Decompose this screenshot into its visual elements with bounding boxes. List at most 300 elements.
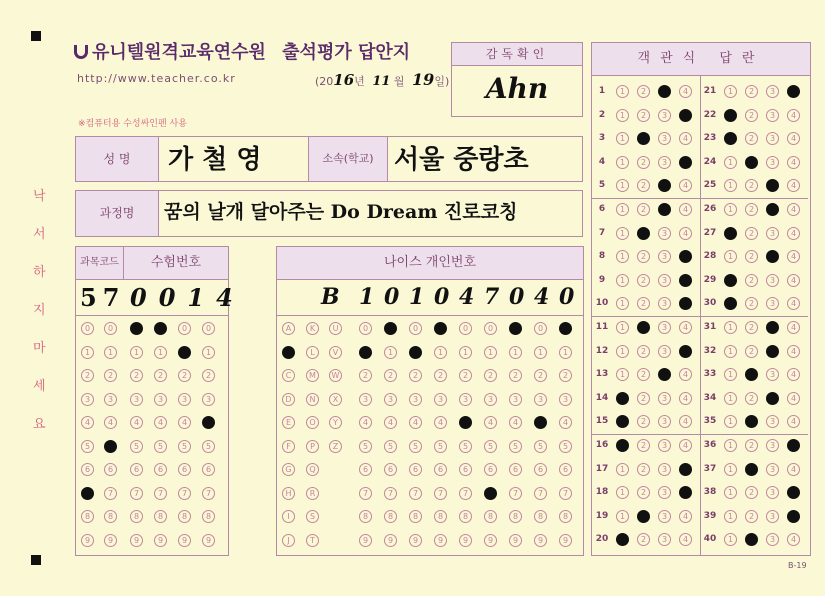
neis-digit-bubble[interactable]: 7 [459,487,472,500]
answer-bubble[interactable]: 2 [745,156,758,169]
neis-digit-bubble[interactable]: 1 [384,346,397,359]
answer-bubble[interactable]: 1 [616,85,629,98]
neis-digit-bubble[interactable]: 2 [409,369,422,382]
answer-bubble[interactable]: 1 [724,439,737,452]
answer-bubble[interactable]: 1 [616,321,629,334]
exam-digit-bubble[interactable]: 0 [154,322,167,335]
neis-letter-bubble[interactable]: K [306,322,319,335]
answer-bubble[interactable]: 1 [724,392,737,405]
answer-bubble[interactable]: 4 [787,463,800,476]
answer-bubble[interactable]: 3 [766,227,779,240]
exam-digit-bubble[interactable]: 9 [130,534,143,547]
answer-bubble[interactable]: 4 [679,392,692,405]
exam-digit-bubble[interactable]: 7 [154,487,167,500]
exam-digit-bubble[interactable]: 6 [104,463,117,476]
exam-digit-bubble[interactable]: 1 [154,346,167,359]
answer-bubble[interactable]: 4 [679,321,692,334]
answer-bubble[interactable]: 1 [724,486,737,499]
neis-letter-bubble[interactable]: I [282,510,295,523]
answer-bubble[interactable]: 2 [745,321,758,334]
answer-bubble[interactable]: 3 [766,486,779,499]
neis-digit-bubble[interactable]: 5 [359,440,372,453]
answer-bubble[interactable]: 3 [766,132,779,145]
neis-letter-bubble[interactable]: W [329,369,342,382]
exam-digit-bubble[interactable]: 7 [178,487,191,500]
answer-bubble[interactable]: 4 [679,345,692,358]
exam-digit-bubble[interactable]: 6 [130,463,143,476]
answer-bubble[interactable]: 2 [745,510,758,523]
exam-digit-bubble[interactable]: 0 [81,322,94,335]
neis-digit-bubble[interactable]: 8 [384,510,397,523]
answer-bubble[interactable]: 3 [658,463,671,476]
answer-bubble[interactable]: 4 [679,227,692,240]
answer-bubble[interactable]: 1 [616,274,629,287]
neis-digit-bubble[interactable]: 5 [559,440,572,453]
answer-bubble[interactable]: 2 [637,297,650,310]
answer-bubble[interactable]: 4 [679,510,692,523]
neis-digit-bubble[interactable]: 5 [409,440,422,453]
answer-bubble[interactable]: 2 [637,179,650,192]
neis-letter-bubble[interactable]: L [306,346,319,359]
answer-bubble[interactable]: 1 [616,345,629,358]
neis-digit-bubble[interactable]: 4 [509,416,522,429]
answer-bubble[interactable]: 3 [658,109,671,122]
exam-digit-bubble[interactable]: 0 [178,322,191,335]
answer-bubble[interactable]: 1 [616,368,629,381]
answer-bubble[interactable]: 2 [637,368,650,381]
answer-bubble[interactable]: 4 [787,203,800,216]
answer-bubble[interactable]: 1 [724,132,737,145]
answer-bubble[interactable]: 4 [787,179,800,192]
exam-digit-bubble[interactable]: 2 [202,369,215,382]
answer-bubble[interactable]: 3 [658,533,671,546]
neis-digit-bubble[interactable]: 4 [534,416,547,429]
neis-digit-bubble[interactable]: 5 [484,440,497,453]
exam-digit-bubble[interactable]: 1 [130,346,143,359]
neis-digit-bubble[interactable]: 2 [384,369,397,382]
exam-digit-bubble[interactable]: 8 [178,510,191,523]
answer-bubble[interactable]: 1 [616,439,629,452]
answer-bubble[interactable]: 3 [658,274,671,287]
answer-bubble[interactable]: 4 [679,463,692,476]
answer-bubble[interactable]: 1 [724,345,737,358]
neis-digit-bubble[interactable]: 2 [459,369,472,382]
neis-letter-bubble[interactable]: X [329,393,342,406]
answer-bubble[interactable]: 1 [616,109,629,122]
neis-digit-bubble[interactable]: 3 [359,393,372,406]
exam-digit-bubble[interactable]: 7 [130,487,143,500]
neis-digit-bubble[interactable]: 5 [459,440,472,453]
exam-digit-bubble[interactable]: 5 [81,440,94,453]
neis-letter-bubble[interactable]: E [282,416,295,429]
answer-bubble[interactable]: 3 [658,227,671,240]
answer-bubble[interactable]: 4 [787,156,800,169]
exam-digit-bubble[interactable]: 6 [178,463,191,476]
answer-bubble[interactable]: 3 [658,321,671,334]
answer-bubble[interactable]: 3 [658,439,671,452]
neis-letter-bubble[interactable]: O [306,416,319,429]
neis-digit-bubble[interactable]: 7 [359,487,372,500]
neis-digit-bubble[interactable]: 4 [559,416,572,429]
answer-bubble[interactable]: 3 [766,179,779,192]
neis-digit-bubble[interactable]: 9 [359,534,372,547]
answer-bubble[interactable]: 2 [637,392,650,405]
answer-bubble[interactable]: 2 [637,227,650,240]
answer-bubble[interactable]: 4 [787,85,800,98]
answer-bubble[interactable]: 4 [787,274,800,287]
neis-digit-bubble[interactable]: 5 [434,440,447,453]
answer-bubble[interactable]: 3 [766,439,779,452]
answer-bubble[interactable]: 4 [679,179,692,192]
exam-digit-bubble[interactable]: 0 [130,322,143,335]
answer-bubble[interactable]: 3 [766,274,779,287]
exam-digit-bubble[interactable]: 7 [81,487,94,500]
neis-digit-bubble[interactable]: 0 [384,322,397,335]
neis-digit-bubble[interactable]: 8 [509,510,522,523]
answer-bubble[interactable]: 2 [637,203,650,216]
neis-digit-bubble[interactable]: 9 [534,534,547,547]
answer-bubble[interactable]: 1 [616,156,629,169]
neis-digit-bubble[interactable]: 0 [459,322,472,335]
exam-digit-bubble[interactable]: 8 [154,510,167,523]
answer-bubble[interactable]: 1 [724,85,737,98]
answer-bubble[interactable]: 4 [787,486,800,499]
answer-bubble[interactable]: 3 [658,203,671,216]
answer-bubble[interactable]: 3 [766,392,779,405]
neis-digit-bubble[interactable]: 8 [484,510,497,523]
answer-bubble[interactable]: 1 [616,392,629,405]
exam-digit-bubble[interactable]: 3 [202,393,215,406]
answer-bubble[interactable]: 3 [658,250,671,263]
neis-digit-bubble[interactable]: 3 [534,393,547,406]
answer-bubble[interactable]: 2 [745,486,758,499]
neis-digit-bubble[interactable]: 6 [559,463,572,476]
answer-bubble[interactable]: 1 [724,250,737,263]
answer-bubble[interactable]: 3 [766,250,779,263]
neis-digit-bubble[interactable]: 4 [459,416,472,429]
neis-digit-bubble[interactable]: 0 [509,322,522,335]
answer-bubble[interactable]: 3 [766,321,779,334]
answer-bubble[interactable]: 3 [658,179,671,192]
neis-digit-bubble[interactable]: 3 [484,393,497,406]
neis-letter-bubble[interactable]: B [282,346,295,359]
answer-bubble[interactable]: 2 [637,439,650,452]
answer-bubble[interactable]: 2 [745,297,758,310]
exam-digit-bubble[interactable]: 8 [81,510,94,523]
answer-bubble[interactable]: 2 [637,533,650,546]
exam-digit-bubble[interactable]: 2 [178,369,191,382]
neis-digit-bubble[interactable]: 9 [484,534,497,547]
neis-digit-bubble[interactable]: 6 [534,463,547,476]
neis-digit-bubble[interactable]: 3 [434,393,447,406]
answer-bubble[interactable]: 4 [787,227,800,240]
exam-digit-bubble[interactable]: 8 [104,510,117,523]
answer-bubble[interactable]: 4 [787,109,800,122]
neis-digit-bubble[interactable]: 2 [559,369,572,382]
answer-bubble[interactable]: 4 [787,533,800,546]
neis-digit-bubble[interactable]: 2 [509,369,522,382]
neis-digit-bubble[interactable]: 7 [434,487,447,500]
exam-digit-bubble[interactable]: 9 [81,534,94,547]
neis-letter-bubble[interactable]: U [329,322,342,335]
answer-bubble[interactable]: 1 [616,415,629,428]
answer-bubble[interactable]: 3 [766,345,779,358]
answer-bubble[interactable]: 2 [745,109,758,122]
answer-bubble[interactable]: 3 [658,345,671,358]
neis-digit-bubble[interactable]: 1 [409,346,422,359]
answer-bubble[interactable]: 4 [679,274,692,287]
answer-bubble[interactable]: 3 [658,132,671,145]
neis-digit-bubble[interactable]: 4 [434,416,447,429]
exam-digit-bubble[interactable]: 5 [154,440,167,453]
neis-digit-bubble[interactable]: 2 [534,369,547,382]
neis-letter-bubble[interactable]: N [306,393,319,406]
exam-digit-bubble[interactable]: 4 [178,416,191,429]
neis-digit-bubble[interactable]: 7 [509,487,522,500]
answer-bubble[interactable]: 2 [745,439,758,452]
neis-letter-bubble[interactable]: T [306,534,319,547]
answer-bubble[interactable]: 4 [679,132,692,145]
answer-bubble[interactable]: 2 [637,345,650,358]
exam-digit-bubble[interactable]: 1 [81,346,94,359]
answer-bubble[interactable]: 3 [766,533,779,546]
answer-bubble[interactable]: 2 [637,274,650,287]
neis-digit-bubble[interactable]: 6 [409,463,422,476]
answer-bubble[interactable]: 1 [616,250,629,263]
answer-bubble[interactable]: 2 [745,463,758,476]
answer-bubble[interactable]: 2 [637,463,650,476]
answer-bubble[interactable]: 1 [616,203,629,216]
neis-digit-bubble[interactable]: 8 [409,510,422,523]
answer-bubble[interactable]: 2 [745,179,758,192]
answer-bubble[interactable]: 3 [658,297,671,310]
answer-bubble[interactable]: 4 [679,156,692,169]
answer-bubble[interactable]: 3 [766,415,779,428]
exam-digit-bubble[interactable]: 2 [81,369,94,382]
exam-digit-bubble[interactable]: 5 [202,440,215,453]
exam-digit-bubble[interactable]: 5 [104,440,117,453]
neis-digit-bubble[interactable]: 3 [459,393,472,406]
answer-bubble[interactable]: 2 [637,132,650,145]
neis-digit-bubble[interactable]: 1 [484,346,497,359]
neis-digit-bubble[interactable]: 7 [384,487,397,500]
answer-bubble[interactable]: 4 [679,415,692,428]
neis-digit-bubble[interactable]: 0 [359,322,372,335]
neis-digit-bubble[interactable]: 7 [484,487,497,500]
answer-bubble[interactable]: 3 [658,415,671,428]
answer-bubble[interactable]: 1 [616,227,629,240]
neis-digit-bubble[interactable]: 3 [559,393,572,406]
answer-bubble[interactable]: 2 [745,227,758,240]
answer-bubble[interactable]: 2 [637,321,650,334]
exam-digit-bubble[interactable]: 2 [130,369,143,382]
answer-bubble[interactable]: 2 [637,156,650,169]
neis-digit-bubble[interactable]: 1 [509,346,522,359]
answer-bubble[interactable]: 2 [745,392,758,405]
neis-digit-bubble[interactable]: 2 [484,369,497,382]
answer-bubble[interactable]: 1 [724,533,737,546]
neis-digit-bubble[interactable]: 8 [559,510,572,523]
neis-digit-bubble[interactable]: 6 [359,463,372,476]
neis-digit-bubble[interactable]: 2 [434,369,447,382]
answer-bubble[interactable]: 3 [766,368,779,381]
answer-bubble[interactable]: 4 [787,297,800,310]
exam-digit-bubble[interactable]: 9 [104,534,117,547]
answer-bubble[interactable]: 4 [679,297,692,310]
neis-letter-bubble[interactable]: C [282,369,295,382]
exam-digit-bubble[interactable]: 8 [130,510,143,523]
answer-bubble[interactable]: 1 [724,274,737,287]
exam-digit-bubble[interactable]: 2 [154,369,167,382]
answer-bubble[interactable]: 2 [745,132,758,145]
neis-digit-bubble[interactable]: 8 [359,510,372,523]
exam-digit-bubble[interactable]: 9 [154,534,167,547]
answer-bubble[interactable]: 2 [745,533,758,546]
answer-bubble[interactable]: 3 [658,368,671,381]
answer-bubble[interactable]: 4 [787,132,800,145]
answer-bubble[interactable]: 1 [724,227,737,240]
answer-bubble[interactable]: 2 [745,415,758,428]
answer-bubble[interactable]: 3 [658,486,671,499]
answer-bubble[interactable]: 1 [724,179,737,192]
neis-digit-bubble[interactable]: 5 [509,440,522,453]
neis-digit-bubble[interactable]: 9 [384,534,397,547]
answer-bubble[interactable]: 3 [658,85,671,98]
answer-bubble[interactable]: 4 [787,250,800,263]
answer-bubble[interactable]: 1 [724,463,737,476]
neis-digit-bubble[interactable]: 0 [409,322,422,335]
exam-digit-bubble[interactable]: 9 [202,534,215,547]
neis-digit-bubble[interactable]: 4 [359,416,372,429]
neis-digit-bubble[interactable]: 8 [434,510,447,523]
neis-digit-bubble[interactable]: 7 [559,487,572,500]
answer-bubble[interactable]: 4 [787,439,800,452]
answer-bubble[interactable]: 2 [745,250,758,263]
neis-letter-bubble[interactable]: F [282,440,295,453]
exam-digit-bubble[interactable]: 4 [154,416,167,429]
neis-digit-bubble[interactable]: 4 [484,416,497,429]
answer-bubble[interactable]: 2 [745,85,758,98]
exam-digit-bubble[interactable]: 3 [154,393,167,406]
neis-letter-bubble[interactable]: M [306,369,319,382]
neis-digit-bubble[interactable]: 6 [459,463,472,476]
exam-digit-bubble[interactable]: 1 [178,346,191,359]
answer-bubble[interactable]: 4 [787,415,800,428]
answer-bubble[interactable]: 4 [787,321,800,334]
neis-digit-bubble[interactable]: 8 [459,510,472,523]
answer-bubble[interactable]: 2 [637,486,650,499]
exam-digit-bubble[interactable]: 3 [104,393,117,406]
answer-bubble[interactable]: 1 [616,179,629,192]
answer-bubble[interactable]: 3 [766,510,779,523]
exam-digit-bubble[interactable]: 6 [154,463,167,476]
answer-bubble[interactable]: 3 [766,156,779,169]
exam-digit-bubble[interactable]: 6 [81,463,94,476]
neis-letter-bubble[interactable]: Q [306,463,319,476]
answer-bubble[interactable]: 2 [637,415,650,428]
neis-digit-bubble[interactable]: 1 [459,346,472,359]
neis-digit-bubble[interactable]: 3 [409,393,422,406]
exam-digit-bubble[interactable]: 9 [178,534,191,547]
exam-digit-bubble[interactable]: 1 [104,346,117,359]
exam-digit-bubble[interactable]: 7 [202,487,215,500]
answer-bubble[interactable]: 3 [766,109,779,122]
answer-bubble[interactable]: 3 [658,510,671,523]
answer-bubble[interactable]: 3 [658,392,671,405]
answer-bubble[interactable]: 3 [658,156,671,169]
answer-bubble[interactable]: 1 [616,132,629,145]
answer-bubble[interactable]: 1 [724,415,737,428]
answer-bubble[interactable]: 4 [679,85,692,98]
neis-letter-bubble[interactable]: R [306,487,319,500]
neis-digit-bubble[interactable]: 2 [359,369,372,382]
neis-digit-bubble[interactable]: 3 [384,393,397,406]
answer-bubble[interactable]: 4 [679,109,692,122]
exam-digit-bubble[interactable]: 0 [202,322,215,335]
neis-letter-bubble[interactable]: H [282,487,295,500]
answer-bubble[interactable]: 4 [679,439,692,452]
answer-bubble[interactable]: 4 [787,510,800,523]
neis-letter-bubble[interactable]: V [329,346,342,359]
exam-digit-bubble[interactable]: 3 [130,393,143,406]
answer-bubble[interactable]: 1 [616,486,629,499]
answer-bubble[interactable]: 4 [787,368,800,381]
neis-digit-bubble[interactable]: 1 [534,346,547,359]
neis-letter-bubble[interactable]: Y [329,416,342,429]
neis-digit-bubble[interactable]: 6 [484,463,497,476]
answer-bubble[interactable]: 4 [679,250,692,263]
neis-digit-bubble[interactable]: 6 [384,463,397,476]
neis-digit-bubble[interactable]: 7 [409,487,422,500]
neis-digit-bubble[interactable]: 9 [509,534,522,547]
exam-digit-bubble[interactable]: 7 [104,487,117,500]
neis-digit-bubble[interactable]: 6 [509,463,522,476]
answer-bubble[interactable]: 2 [637,510,650,523]
answer-bubble[interactable]: 1 [724,203,737,216]
answer-bubble[interactable]: 1 [724,297,737,310]
answer-bubble[interactable]: 1 [724,321,737,334]
exam-digit-bubble[interactable]: 8 [202,510,215,523]
exam-digit-bubble[interactable]: 1 [202,346,215,359]
answer-bubble[interactable]: 3 [766,297,779,310]
answer-bubble[interactable]: 2 [637,109,650,122]
answer-bubble[interactable]: 3 [766,203,779,216]
neis-letter-bubble[interactable]: Z [329,440,342,453]
answer-bubble[interactable]: 1 [616,510,629,523]
neis-letter-bubble[interactable]: A [282,322,295,335]
answer-bubble[interactable]: 4 [787,345,800,358]
neis-letter-bubble[interactable]: S [306,510,319,523]
answer-bubble[interactable]: 1 [724,510,737,523]
answer-bubble[interactable]: 4 [787,392,800,405]
exam-digit-bubble[interactable]: 6 [202,463,215,476]
answer-bubble[interactable]: 4 [679,203,692,216]
neis-digit-bubble[interactable]: 0 [559,322,572,335]
neis-digit-bubble[interactable]: 9 [434,534,447,547]
neis-digit-bubble[interactable]: 4 [384,416,397,429]
answer-bubble[interactable]: 1 [616,297,629,310]
exam-digit-bubble[interactable]: 4 [104,416,117,429]
exam-digit-bubble[interactable]: 2 [104,369,117,382]
neis-digit-bubble[interactable]: 1 [559,346,572,359]
answer-bubble[interactable]: 2 [637,250,650,263]
answer-bubble[interactable]: 2 [637,85,650,98]
answer-bubble[interactable]: 1 [616,463,629,476]
neis-letter-bubble[interactable]: D [282,393,295,406]
neis-digit-bubble[interactable]: 9 [409,534,422,547]
neis-digit-bubble[interactable]: 5 [534,440,547,453]
neis-digit-bubble[interactable]: 3 [509,393,522,406]
